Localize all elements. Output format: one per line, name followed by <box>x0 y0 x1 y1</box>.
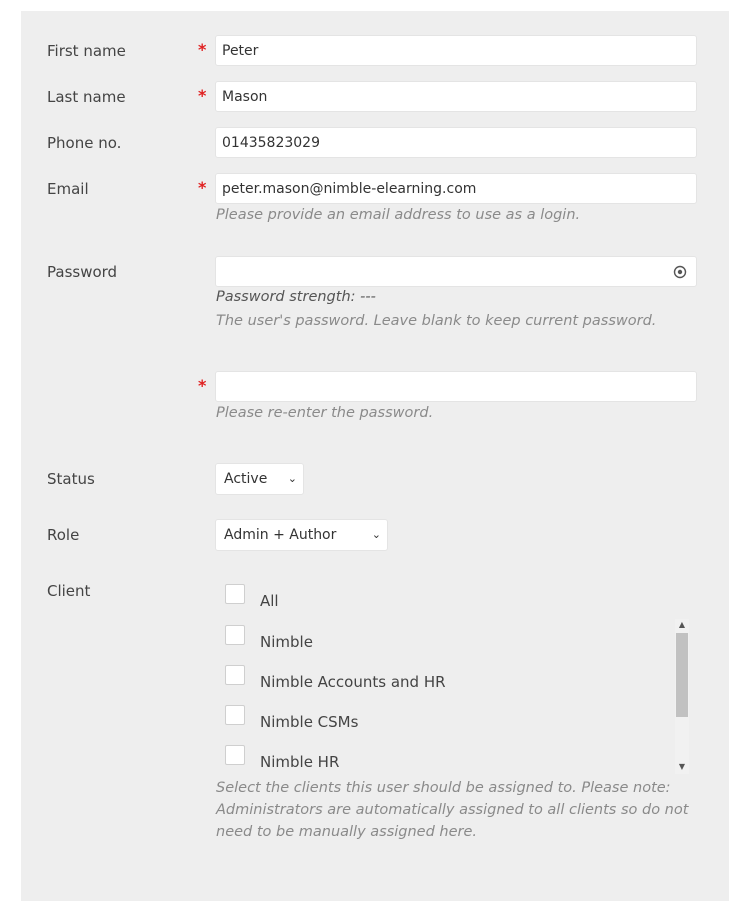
email-input[interactable] <box>215 173 697 204</box>
chevron-down-icon: ⌄ <box>371 528 381 541</box>
client-option-checkbox[interactable] <box>225 705 245 725</box>
password-confirm-required-marker: * <box>198 376 207 395</box>
client-option-label: Nimble CSMs <box>260 713 359 731</box>
client-list-scrollbar-thumb[interactable] <box>676 633 688 717</box>
first-name-input[interactable] <box>215 35 697 66</box>
password-strength: Password strength: --- <box>216 289 376 305</box>
scroll-down-icon[interactable]: ▼ <box>678 762 686 771</box>
client-all-label: All <box>260 592 279 610</box>
client-all-checkbox[interactable] <box>225 584 245 604</box>
status-select[interactable] <box>215 463 304 495</box>
email-label: Email <box>47 180 89 198</box>
last-name-required-marker: * <box>198 86 207 105</box>
client-option-checkbox[interactable] <box>225 665 245 685</box>
password-label: Password <box>47 263 118 281</box>
client-hint: Select the clients this user should be assigned to. Please note: Administrators are automatically assigned to all clients so do not need to be manually assigned here. <box>216 780 689 840</box>
client-option-label: Nimble Accounts and HR <box>260 673 446 691</box>
password-hint: The user's password. Leave blank to keep current password. <box>216 313 657 329</box>
client-label: Client <box>47 582 91 600</box>
last-name-label: Last name <box>47 88 126 106</box>
email-hint: Please provide an email address to use as a login. <box>216 207 581 223</box>
password-confirm-hint: Please re-enter the password. <box>216 405 434 421</box>
role-select[interactable] <box>215 519 388 551</box>
email-required-marker: * <box>198 178 207 197</box>
role-selected-value: Admin + Author <box>224 527 337 543</box>
status-selected-value: Active <box>224 471 268 487</box>
password-input[interactable] <box>215 256 697 287</box>
chevron-down-icon: ⌄ <box>287 472 297 485</box>
role-label: Role <box>47 526 80 544</box>
client-option-checkbox[interactable] <box>225 745 245 765</box>
user-form-panel <box>21 11 729 901</box>
scroll-up-icon[interactable]: ▲ <box>678 620 686 629</box>
phone-input[interactable] <box>215 127 697 158</box>
status-label: Status <box>47 470 95 488</box>
client-option-checkbox[interactable] <box>225 625 245 645</box>
first-name-label: First name <box>47 42 126 60</box>
eye-icon[interactable] <box>673 264 687 278</box>
first-name-required-marker: * <box>198 40 207 59</box>
client-option-label: Nimble HR <box>260 753 340 771</box>
client-option-label: Nimble <box>260 633 313 651</box>
last-name-input[interactable] <box>215 81 697 112</box>
password-confirm-input[interactable] <box>215 371 697 402</box>
phone-label: Phone no. <box>47 134 122 152</box>
